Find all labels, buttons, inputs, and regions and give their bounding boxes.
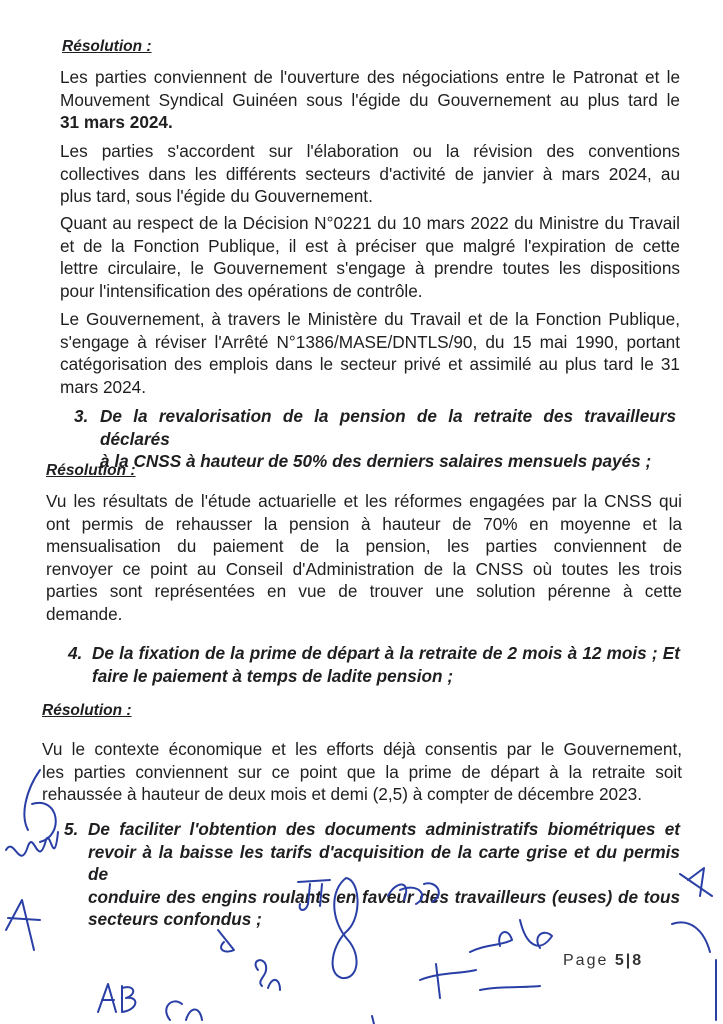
paragraph-4-line: mars 2024. (60, 376, 146, 397)
item-4-text (92, 642, 680, 687)
paragraph-5 (46, 490, 682, 625)
paragraph-1 (60, 66, 680, 134)
page-current: 5 (614, 952, 626, 969)
resolution-heading-3: Résolution : (46, 462, 136, 479)
paragraph-1-line: 31 mars 2024. (60, 112, 173, 132)
paragraph-1-line: Les parties conviennent de l'ouverture des négociations entre le Patronat et le (60, 67, 680, 87)
item-5-line: secteurs confondus ; (88, 909, 262, 929)
paragraph-5-line: Vu les résultats de l'étude actuarielle et les réformes engagées par la CNSS qui (46, 491, 682, 511)
paragraph-4 (60, 308, 680, 398)
paragraph-3-line: pour l'intensification des opérations de contrôle. (60, 280, 423, 301)
initial-bottom (372, 1016, 374, 1024)
paragraph-5-line: parties sont représentées en vue de trouver une solution pérenne à cette (46, 581, 682, 601)
paragraph-4-line: Le Gouvernement, à travers le Ministère du Travail et de la Fonction Publique, (60, 309, 680, 329)
paragraph-3-line: et de la Fonction Publique, il est à préciser que malgré l'expiration de cette (60, 235, 680, 256)
initial-ab (98, 984, 135, 1012)
paragraph-5-line: mensualisation du paiement de la pension, les parties conviennent de (46, 536, 682, 556)
paragraph-1-line: Mouvement Syndical Guinéen sous l'égide du Gouvernement au plus tard le (60, 89, 680, 110)
item-3-line: à la CNSS à hauteur de 50% des derniers salaires mensuels payés ; (100, 451, 652, 471)
paragraph-2 (60, 140, 680, 208)
page-separator: | (625, 952, 633, 969)
initial-gq (218, 930, 234, 952)
paragraph-2-line: Les parties s'accordent sur l'élaboration ou la révision des conventions (60, 141, 680, 161)
item-3-text (100, 405, 676, 473)
page-number (563, 952, 643, 970)
page-total: 8 (632, 952, 644, 969)
paragraph-3-line: Quant au respect de la Décision N°0221 du 10 mars 2022 du Ministre du Travail (60, 213, 680, 233)
item-4-line: De la fixation de la prime de départ à la retraite de 2 mois à 12 mois ; Et (92, 643, 680, 663)
item-5-line: revoir à la baisse les tarifs d'acquisition de la carte grise et du permis de (88, 841, 680, 884)
item-3-line: De la revalorisation de la pension de la retraite des travailleurs déclarés (100, 406, 676, 449)
paragraph-6-line: les parties conviennent sur ce point que la prime de départ à la retraite soit (42, 761, 682, 782)
item-5-number: 5. (64, 819, 79, 839)
paragraph-6 (42, 738, 682, 806)
initial-left-3 (24, 770, 40, 830)
initial-cross (420, 964, 540, 998)
item-3-number: 3. (74, 406, 89, 426)
paragraph-5-line: renvoyer ce point au Conseil d'Administration de la CNSS où toutes les trois (46, 558, 682, 579)
item-4-line: faire le paiement à temps de ladite pension ; (92, 665, 454, 686)
paragraph-6-line: rehaussée à hauteur de deux mois et demi (2,5) à compter de décembre 2023. (42, 784, 643, 804)
paragraph-3 (60, 212, 680, 302)
initial-cbm (166, 1001, 202, 1020)
initial-left-1 (6, 832, 58, 856)
item-5-text (88, 818, 680, 931)
initial-sm (256, 960, 280, 990)
paragraph-6-line: Vu le contexte économique et les efforts déjà consentis par le Gouvernement, (42, 739, 682, 759)
paragraph-5-line: demande. (46, 603, 123, 624)
resolution-heading-4: Résolution : (42, 702, 132, 719)
resolution-heading-1: Résolution : (62, 38, 152, 55)
paragraph-2-line: collectives dans les différents secteurs d'activité de janvier à mars 2024, au (60, 163, 680, 184)
item-5-line: De faciliter l'obtention des documents administratifs biométriques et (88, 819, 680, 839)
paragraph-4-line: catégorisation des emplois dans le secteur privé et assimilé au plus tard le 31 (60, 354, 680, 374)
paragraph-3-line: lettre circulaire, le Gouvernement s'engage à prendre toutes les dispositions (60, 258, 680, 278)
paragraph-5-line: ont permis de rehausser la pension à hauteur de 70% en moyenne et la (46, 513, 682, 534)
initial-left-4 (32, 803, 56, 842)
initial-left-2 (6, 900, 40, 950)
initial-right-1 (680, 868, 712, 896)
item-5-line: conduire des engins roulants en faveur des travailleurs (euses) de tous (88, 886, 680, 907)
paragraph-4-line: s'engage à réviser l'Arrêté N°1386/MASE/DNTLS/90, du 15 mai 1990, portant (60, 331, 680, 352)
item-4-number: 4. (68, 643, 83, 663)
page-label: Page (563, 952, 609, 969)
paragraph-2-line: plus tard, sous l'égide du Gouvernement. (60, 186, 373, 206)
